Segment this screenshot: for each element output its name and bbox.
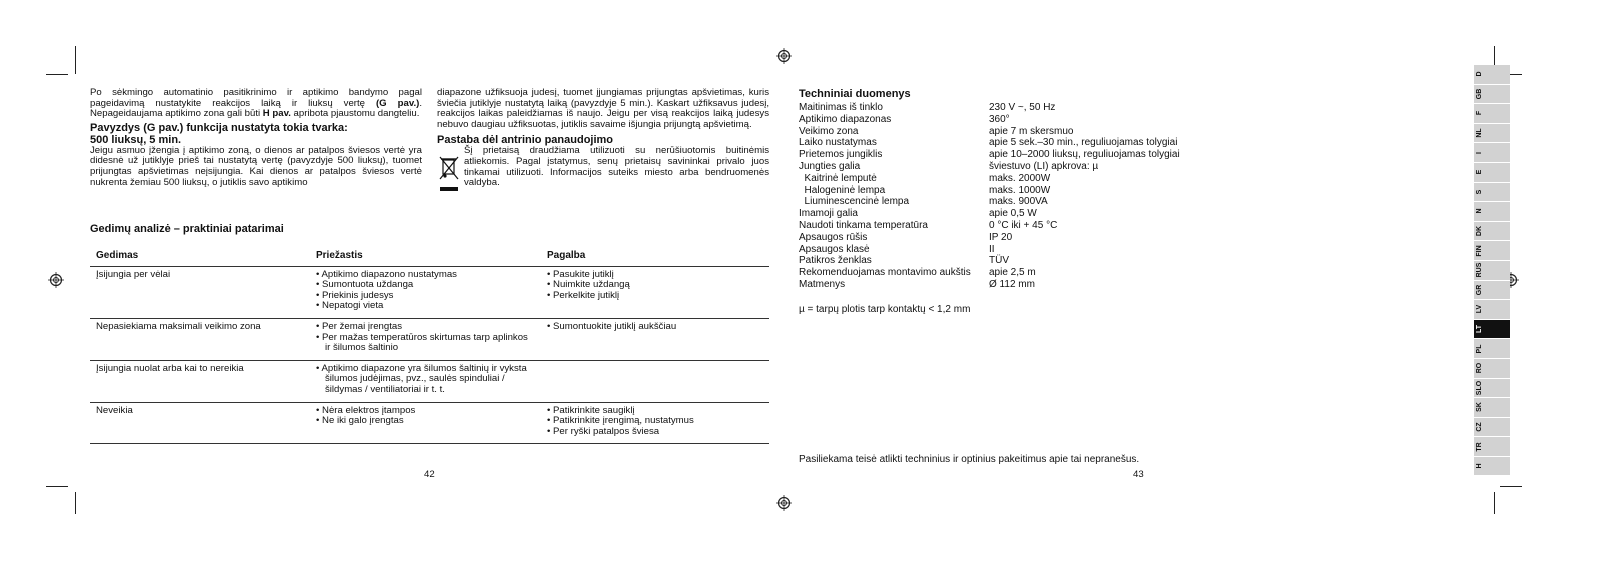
spec-label: Laiko nustatymas	[799, 137, 877, 149]
remedy-item: • Patikrinkite įrengimą, nustatymus	[547, 416, 763, 427]
spec-row	[799, 196, 1219, 208]
language-tab-label: I	[1476, 151, 1483, 154]
language-tab-label: RO	[1476, 362, 1483, 374]
spec-label: Jungties galia	[799, 160, 861, 172]
crop-mark	[75, 492, 76, 514]
contact-gap-note: µ = tarpų plotis tarp kontaktų < 1,2 mm	[799, 304, 971, 315]
left-column-1	[90, 88, 422, 188]
language-tab-rus[interactable]	[1474, 261, 1510, 281]
spec-row	[799, 149, 1219, 161]
remedy-cell	[541, 266, 769, 318]
cause-item: • Per mažas temperatūros skirtumas tarp aplinkos ir šilumos šaltinio	[316, 333, 535, 354]
cause-item: • Per žemai įrengtas	[316, 322, 535, 333]
spec-row	[799, 208, 1219, 220]
language-tab-label: GR	[1476, 284, 1483, 296]
page-number-right: 43	[1133, 469, 1144, 480]
spec-value: TÜV	[989, 255, 1009, 267]
spec-label: Prietemos jungiklis	[799, 149, 883, 161]
spec-row	[799, 232, 1219, 244]
language-tab-label: E	[1476, 169, 1483, 175]
remedy-item: • Nuimkite uždangą	[547, 280, 763, 291]
spec-label: Aptikimo diapazonas	[799, 113, 892, 125]
example-subheading: 500 liuksų, 5 min.	[90, 133, 182, 146]
spec-label: Naudoti tinkama temperatūra	[799, 219, 928, 231]
table-row	[90, 402, 769, 444]
cause-column-header: Priežastis	[316, 250, 363, 261]
spec-label: Apsaugos klasė	[799, 243, 870, 255]
crop-mark	[1494, 492, 1495, 514]
disposal-heading: Pastaba dėl antrinio panaudojimo	[437, 134, 614, 147]
cause-cell	[310, 402, 541, 444]
language-tab-label: PL	[1476, 344, 1483, 354]
spec-value: II	[989, 243, 995, 255]
spec-row	[799, 173, 1219, 185]
language-tab-strip	[1474, 65, 1510, 476]
remedy-item: • Sumontuokite jutiklį aukščiau	[547, 322, 763, 333]
language-tab-label: N	[1476, 208, 1483, 214]
spec-value: apie 5 sek.–30 min., reguliuojamas tolygiai	[989, 137, 1178, 149]
language-tab-label: D	[1476, 71, 1483, 77]
spec-label: Kaitrinė lemputė	[799, 172, 877, 184]
spec-label: Imamoji galia	[799, 208, 858, 220]
language-tab-label: TR	[1476, 441, 1483, 452]
spec-list	[799, 102, 1219, 291]
language-tab-label: CZ	[1476, 422, 1483, 432]
remedy-cell	[541, 318, 769, 360]
cause-item: • Ne iki galo įrengtas	[316, 416, 535, 427]
language-tab-pl[interactable]	[1474, 339, 1510, 359]
cause-item: • Aptikimo diapazono nustatymas	[316, 270, 535, 281]
language-tab-dk[interactable]	[1474, 222, 1510, 242]
spec-row	[799, 220, 1219, 232]
language-tab-tr[interactable]	[1474, 437, 1510, 457]
continued-paragraph: diapazone užfiksuoja judesį, tuomet įjungiamas prijungtas apšvietimas, kuris šviečia jutiklyje nustatytą laiką (pavyzdyje 5 min.). Kaskart užfiksavus judesį, reakcijos laikas paleidžiamas iš naujo. Jeigu per visą reakcijos laiką judesys nebuvo daugiau užfiksuotas, jutiklis savaime išjungia prijungtą apšvietimą.	[437, 87, 769, 130]
remedy-cell	[541, 402, 769, 444]
example-paragraph: Jeigu asmuo įžengia į aptikimo zoną, o dienos ar patalpos šviesos vertė yra didesnė už jutiklyje prieš tai nustatytą vertę (pavyzdyje 500 liuksų), tuomet prijungtas apšvietimas neįsijungia. Kai dienos ar patalpos šviesos vertė nukrenta žemiau 500 liuksų, o jutiklis savo aptikimo	[90, 144, 422, 188]
language-tab-label: LV	[1476, 305, 1483, 314]
language-tab-label: LT	[1476, 324, 1483, 334]
language-tab-slo[interactable]	[1474, 379, 1510, 399]
language-tab-nl[interactable]	[1474, 124, 1510, 144]
language-tab-label: SK	[1476, 402, 1483, 413]
remedy-item: • Perkelkite jutiklį	[547, 291, 763, 302]
language-tab-label: RUS	[1476, 262, 1483, 278]
spec-value: maks. 1000W	[989, 184, 1051, 196]
spec-label: Veikimo zona	[799, 125, 859, 137]
fault-cell: Įsijungia nuolat arba kai to nereikia	[90, 360, 310, 402]
language-tab-label: FIN	[1476, 245, 1483, 257]
language-tab-label: S	[1476, 189, 1483, 195]
spec-label: Patikros ženklas	[799, 255, 872, 267]
language-tab-ro[interactable]	[1474, 359, 1510, 379]
crossed-out-wheelie-bin-icon	[439, 156, 459, 194]
language-tab-e[interactable]	[1474, 163, 1510, 183]
cause-item: • Nėra elektros įtampos	[316, 406, 535, 417]
spec-row	[799, 279, 1219, 291]
crop-mark	[1500, 486, 1522, 487]
table-row	[90, 360, 769, 402]
spec-row	[799, 185, 1219, 197]
spec-value: maks. 2000W	[989, 172, 1051, 184]
spec-value: 360°	[989, 113, 1010, 125]
disposal-paragraph: Šį prietaisą draudžiama utilizuoti su nerūšiuotomis buitinėmis atliekomis. Pagal įstatymus, senų prietaisų savininkai privalo juos tinkamai utilizuoti. Informacijos suteiks miesto arba bendruomenės valdyba.	[464, 145, 769, 189]
language-tab-fin[interactable]	[1474, 241, 1510, 261]
spec-value: maks. 900VA	[989, 196, 1048, 208]
remedy-column-header: Pagalba	[547, 250, 586, 261]
spec-row	[799, 114, 1219, 126]
fault-section-heading: Gedimų analizė – praktiniai patarimai	[90, 223, 284, 235]
spec-row	[799, 102, 1219, 114]
cause-cell	[310, 266, 541, 318]
spec-row	[799, 137, 1219, 149]
remedy-item: • Per ryški patalpos šviesa	[547, 427, 763, 438]
cause-item: • Sumontuota uždanga	[316, 280, 535, 291]
cause-cell	[310, 360, 541, 402]
fault-cell: Nepasiekiama maksimali veikimo zona	[90, 318, 310, 360]
cause-item: • Aptikimo diapazone yra šilumos šaltinių ir vyksta šilumos judėjimas, pvz., saulės spinduliai / šildymas / ventiliatoriai ir t. t.	[316, 364, 535, 396]
crop-mark	[46, 74, 68, 75]
spec-value: Ø 112 mm	[989, 278, 1035, 290]
spec-value: šviestuvo (LI) apkrova: µ	[989, 160, 1099, 172]
spec-value: apie 7 m skersmuo	[989, 125, 1074, 137]
table-row	[90, 318, 769, 360]
spec-label: Matmenys	[799, 278, 846, 290]
spec-label: Apsaugos rūšis	[799, 231, 868, 243]
example-heading: Pavyzdys (G pav.) funkcija nustatyta tokia tvarka:	[90, 121, 348, 134]
spec-value: 0 °C iki + 45 °C	[989, 219, 1058, 231]
spec-value: apie 10–2000 liuksų, reguliuojamas tolygiai	[989, 149, 1180, 161]
language-tab-label: DK	[1476, 225, 1483, 237]
spec-row	[799, 267, 1219, 279]
spec-label: Halogeninė lempa	[799, 184, 886, 196]
language-tab-label: NL	[1476, 128, 1483, 138]
language-tab-gb[interactable]	[1474, 85, 1510, 105]
spec-row	[799, 161, 1219, 173]
fault-table	[90, 247, 769, 444]
crop-mark	[75, 46, 76, 74]
intro-paragraph: Po sėkmingo automatinio pasitikrinimo ir aptikimo bandymo pagal pageidavimą nustatykite reakcijos laiką ir liuksų vertę (G pav.). Nepageidaujama aptikimo zona gali būti H pav. apribota pjaustomu dangteliu.	[90, 87, 422, 120]
registration-mark-icon	[776, 495, 792, 511]
spec-label: Rekomenduojamas montavimo aukštis	[799, 267, 971, 279]
language-tab-lt[interactable]	[1474, 320, 1510, 340]
language-tab-f[interactable]	[1474, 104, 1510, 124]
crop-mark	[46, 486, 68, 487]
language-tab-gr[interactable]	[1474, 281, 1510, 301]
remedy-cell	[541, 360, 769, 402]
spec-row	[799, 244, 1219, 256]
spec-label: Maitinimas iš tinklo	[799, 102, 883, 113]
spec-value: apie 2,5 m	[989, 267, 1036, 279]
registration-mark-icon	[776, 48, 792, 64]
cause-item: • Priekinis judesys	[316, 291, 535, 302]
left-column-2	[437, 88, 769, 189]
spec-label: Liuminescencinė lempa	[799, 196, 910, 208]
language-tab-label: GB	[1476, 88, 1483, 100]
language-tab-h[interactable]	[1474, 457, 1510, 477]
cause-cell	[310, 318, 541, 360]
spec-row	[799, 255, 1219, 267]
language-tab-label: H	[1476, 463, 1483, 469]
remedy-item: • Pasukite jutiklį	[547, 270, 763, 281]
fault-column-header: Gedimas	[96, 250, 139, 261]
table-row	[90, 266, 769, 318]
language-tab-d[interactable]	[1474, 65, 1510, 85]
spec-value: IP 20	[989, 231, 1013, 243]
spec-value: 230 V ~, 50 Hz	[989, 102, 1056, 113]
language-tab-cz[interactable]	[1474, 418, 1510, 438]
spec-value: apie 0,5 W	[989, 208, 1037, 220]
language-tab-label: SLO	[1476, 380, 1483, 395]
language-tab-n[interactable]	[1474, 202, 1510, 222]
language-tab-label: F	[1476, 111, 1483, 116]
fault-cell: Įsijungia per vėlai	[90, 266, 310, 318]
cause-item: • Nepatogi vieta	[316, 301, 535, 312]
tech-data-heading: Techniniai duomenys	[799, 88, 911, 100]
remedy-item: • Patikrinkite saugiklį	[547, 406, 763, 417]
language-tab-sk[interactable]	[1474, 398, 1510, 418]
language-tab-lv[interactable]	[1474, 300, 1510, 320]
page-number-left: 42	[424, 469, 435, 480]
spec-row	[799, 126, 1219, 138]
fault-cell: Neveikia	[90, 402, 310, 444]
language-tab-i[interactable]	[1474, 143, 1510, 163]
language-tab-s[interactable]	[1474, 183, 1510, 203]
footer-note: Pasiliekama teisė atlikti techninius ir optinius pakeitimus apie tai nepranešus.	[799, 454, 1140, 465]
registration-mark-icon	[48, 272, 64, 288]
